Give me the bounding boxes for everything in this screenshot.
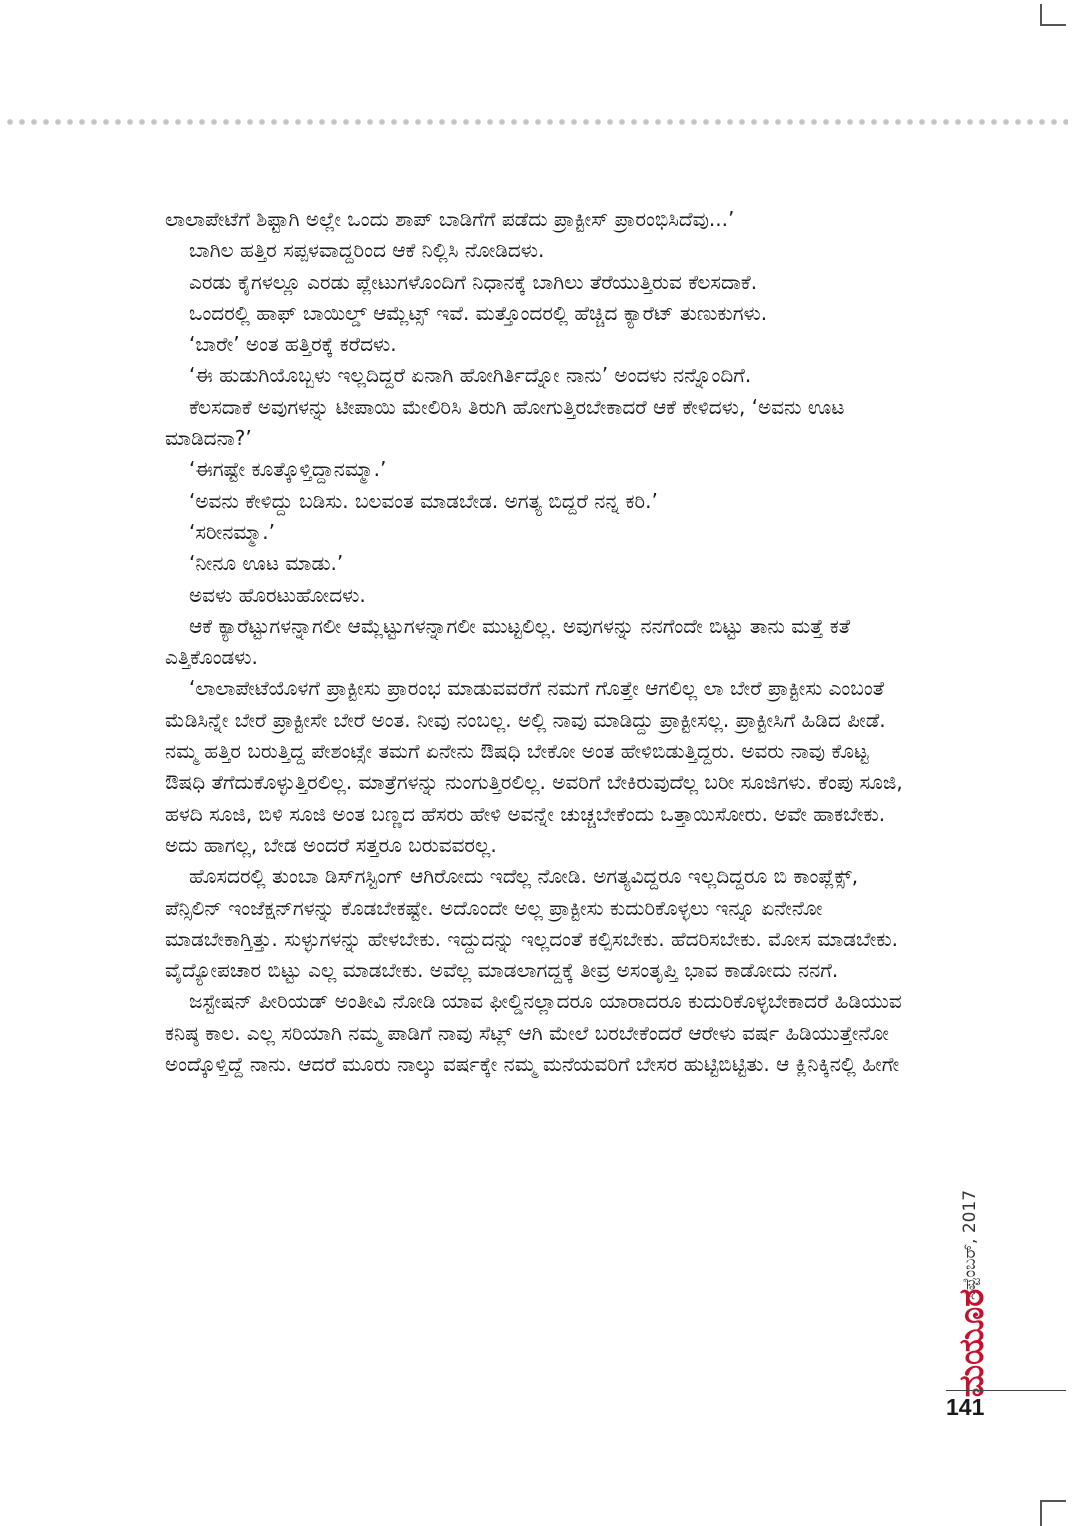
page-number-rule [946, 1390, 1066, 1391]
magazine-sidebar [946, 1090, 996, 1398]
paragraph-1: ಲಾಲಾಪೇಟೆಗೆ ಶಿಫ್ಟಾಗಿ ಅಲ್ಲೇ ಒಂದು ಶಾಪ್ ಬಾಡಿಗೆಗೆ ಪಡೆದು ಪ್ರಾಕ್ಟೀಸ್ ಪ್ರಾರಂಭಿಸಿದೆವು...’ [165, 207, 735, 231]
crop-mark-top-right [1040, 4, 1066, 26]
paragraph-9: ‘ಅವನು ಕೇಳಿದ್ದು ಬಡಿಸು. ಬಲವಂತ ಮಾಡಬೇಡ. ಅಗತ್ಯ ಬಿದ್ದರೆ ನನ್ನ ಕರಿ.’ [189, 488, 658, 513]
paragraph-13: ಆಕೆ ಕ್ಯಾರೆಟ್ಟುಗಳನ್ನಾಗಲೀ ಆಮ್ಲೆಟ್ಟುಗಳನ್ನಾಗಲೀ ಮುಟ್ಟಲಿಲ್ಲ. ಅವುಗಳನ್ನು ನನಗೆಂದೇ ಬಿಟ್ಟು ತಾನು ಮತ್ತೆ ಕತೆ ಎತ್ತಿಕೊಂಡಳು. [165, 613, 851, 670]
magazine-logo [952, 1288, 992, 1398]
paragraph-15: ಹೊಸದರಲ್ಲಿ ತುಂಬಾ ಡಿಸ್‌ಗಸ್ಟಿಂಗ್ ಆಗಿರೋದು ಇದೆಲ್ಲ ನೋಡಿ. ಅಗತ್ಯವಿದ್ದರೂ ಇಲ್ಲದಿದ್ದರೂ ಬಿ ಕಾಂಪ್ಲೆಕ್ಸ್, ಪೆನ್ಸಿಲಿನ್ ಇಂಜೆಕ್ಷನ್‌ಗಳನ್ನು ಕೊಡಬೇಕಷ್ಟೇ. ಅದೊಂದೇ ಅಲ್ಲ ಪ್ರಾಕ್ಟೀಸು ಕುದುರಿಕೊಳ್ಳಲು ಇನ್ನೂ ಏನೇನೋ ಮಾಡಬೇಕಾಗ್ತಿತ್ತು. ಸುಳ್ಳುಗಳನ್ನು ಹೇಳಬೇಕು. ಇದ್ದುದನ್ನು ಇಲ್ಲದಂತೆ ಕಲ್ಪಿಸಬೇಕು. ಹೆದರಿಸಬೇಕು. ಮೋಸ ಮಾಡಬೇಕು. ವೈದ್ಯೋಪಚಾರ ಬಿಟ್ಟು ಎಲ್ಲ ಮಾಡಬೇಕು. ಅವೆಲ್ಲ ಮಾಡಲಾಗದ್ದಕ್ಕೆ ತೀವ್ರ ಅಸಂತೃಪ್ತಿ ಭಾವ ಕಾಡೋದು ನನಗೆ. [165, 864, 898, 983]
paragraph-11: ‘ನೀನೂ ಊಟ ಮಾಡು.’ [189, 551, 344, 576]
paragraph-10: ‘ಸರೀನಮ್ಮಾ.’ [189, 519, 275, 544]
magazine-logo-text: ಮಯೂರ [952, 1288, 992, 1398]
dotted-header-rule [4, 118, 1068, 126]
paragraph-3: ಎರಡು ಕೈಗಳಲ್ಲೂ ಎರಡು ಪ್ಲೇಟುಗಳೊಂದಿಗೆ ನಿಧಾನಕ್ಕೆ ಬಾಗಿಲು ತೆರೆಯುತ್ತಿರುವ ಕೆಲಸದಾಕೆ. [189, 269, 758, 294]
paragraph-16: ಜಸ್ಟೇಷನ್ ಪೀರಿಯಡ್ ಅಂತೀವಿ ನೋಡಿ ಯಾವ ಫೀಲ್ಡಿನಲ್ಲಾದರೂ ಯಾರಾದರೂ ಕುದುರಿಕೊಳ್ಳಬೇಕಾದರೆ ಹಿಡಿಯುವ ಕನಿಷ್ಠ ಕಾಲ. ಎಲ್ಲ ಸರಿಯಾಗಿ ನಮ್ಮ ಪಾಡಿಗೆ ನಾವು ಸೆಟ್ಲ್ ಆಗಿ ಮೇಲೆ ಬರಬೇಕೆಂದರೆ ಆರೇಳು ವರ್ಷ ಹಿಡಿಯುತ್ತೇನೋ ಅಂದ್ಕೊಳ್ತಿದ್ದೆ ನಾನು. ಆದರೆ ಮೂರು ನಾಲ್ಕು ವರ್ಷಕ್ಕೇ ನಮ್ಮ ಮನೆಯವರಿಗೆ ಬೇಸರ ಹುಟ್ಟಿಬಿಟ್ಟಿತು. ಆ ಕ್ಲಿನಿಕ್ಕಿನಲ್ಲಿ ಹೀಗೇ [165, 989, 902, 1077]
story-text [165, 204, 910, 1080]
page-number: 141 [946, 1394, 985, 1420]
paragraph-2: ಬಾಗಿಲ ಹತ್ತಿರ ಸಪ್ಪಳವಾದ್ದರಿಂದ ಆಕೆ ನಿಲ್ಲಿಸಿ ನೋಡಿದಳು. [189, 238, 545, 263]
paragraph-4: ಒಂದರಲ್ಲಿ ಹಾಫ್ ಬಾಯಿಲ್ಡ್ ಆಮ್ಲೆಟ್ಸ್ ಇವೆ. ಮತ್ತೊಂದರಲ್ಲಿ ಹೆಚ್ಚಿದ ಕ್ಯಾರೆಟ್ ತುಣುಕುಗಳು. [189, 300, 768, 325]
paragraph-8: ‘ಈಗಷ್ಟೇ ಕೂತ್ಕೊಳ್ತಿದ್ದಾನಮ್ಮಾ.’ [189, 457, 387, 482]
paragraph-6: ‘ಈ ಹುಡುಗಿಯೊಬ್ಬಳು ಇಲ್ಲದಿದ್ದರೆ ಏನಾಗಿ ಹೋಗಿರ್ತಿದ್ನೋ ನಾನು’ ಅಂದಳು ನನ್ನೊಂದಿಗೆ. [189, 363, 752, 388]
crop-mark-bottom-right [1040, 1500, 1066, 1526]
paragraph-5: ‘ಬಾರೇ’ ಅಂತ ಹತ್ತಿರಕ್ಕೆ ಕರೆದಳು. [189, 332, 397, 357]
issue-date: ಸೆಪ್ಟೆಂಬರ್, 2017 [960, 1189, 980, 1300]
paragraph-14: ‘ಲಾಲಾಪೇಟೆಯೊಳಗೆ ಪ್ರಾಕ್ಟೀಸು ಪ್ರಾರಂಭ ಮಾಡುವವರೆಗೆ ನಮಗೆ ಗೊತ್ತೇ ಆಗಲಿಲ್ಲ ಲಾ ಬೇರೆ ಪ್ರಾಕ್ಟೀಸು ಎಂಬಂತೆ ಮೆಡಿಸಿನ್ನೇ ಬೇರೆ ಪ್ರಾಕ್ಟೀಸೇ ಬೇರೆ ಅಂತ. ನೀವು ನಂಬಲ್ಲ. ಅಲ್ಲಿ ನಾವು ಮಾಡಿದ್ದು ಪ್ರಾಕ್ಟೀಸಲ್ಲ. ಪ್ರಾಕ್ಟೀಸಿಗೆ ಹಿಡಿದ ಪೀಡೆ. ನಮ್ಮ ಹತ್ತಿರ ಬರುತ್ತಿದ್ದ ಪೇಶಂಟ್ಸೇ ತಮಗೆ ಏನೇನು ಔಷಧಿ ಬೇಕೋ ಅಂತ ಹೇಳಿಬಿಡುತ್ತಿದ್ದರು. ಅವರು ನಾವು ಕೊಟ್ಟ ಔಷಧಿ ತೆಗೆದುಕೊಳ್ಳುತ್ತಿರಲಿಲ್ಲ. ಮಾತ್ರೆಗಳನ್ನು ನುಂಗುತ್ತಿರಲಿಲ್ಲ. ಅವರಿಗೆ ಬೇಕಿರುವುದೆಲ್ಲ ಬರೀ ಸೂಜಿಗಳು. ಕೆಂಪು ಸೂಜಿ, ಹಳದಿ ಸೂಜಿ, ಬಿಳಿ ಸೂಜಿ ಅಂತ ಬಣ್ಣದ ಹೆಸರು ಹೇಳಿ ಅವನ್ನೇ ಚುಚ್ಚಬೇಕೆಂದು ಒತ್ತಾಯಿಸೋರು. ಅವೇ ಹಾಕಬೇಕು. ಅದು ಹಾಗಲ್ಲ, ಬೇಡ ಅಂದರೆ ಸತ್ತರೂ ಬರುವವರಲ್ಲ. [165, 676, 903, 857]
paragraph-7: ಕೆಲಸದಾಕೆ ಅವುಗಳನ್ನು ಟೀಪಾಯಿ ಮೇಲಿರಿಸಿ ತಿರುಗಿ ಹೋಗುತ್ತಿರಬೇಕಾದರೆ ಆಕೆ ಕೇಳಿದಳು, ‘ಅವನು ಊಟ ಮಾಡಿದನಾ?’ [165, 394, 845, 451]
paragraph-12: ಅವಳು ಹೊರಟುಹೋದಳು. [189, 582, 366, 607]
